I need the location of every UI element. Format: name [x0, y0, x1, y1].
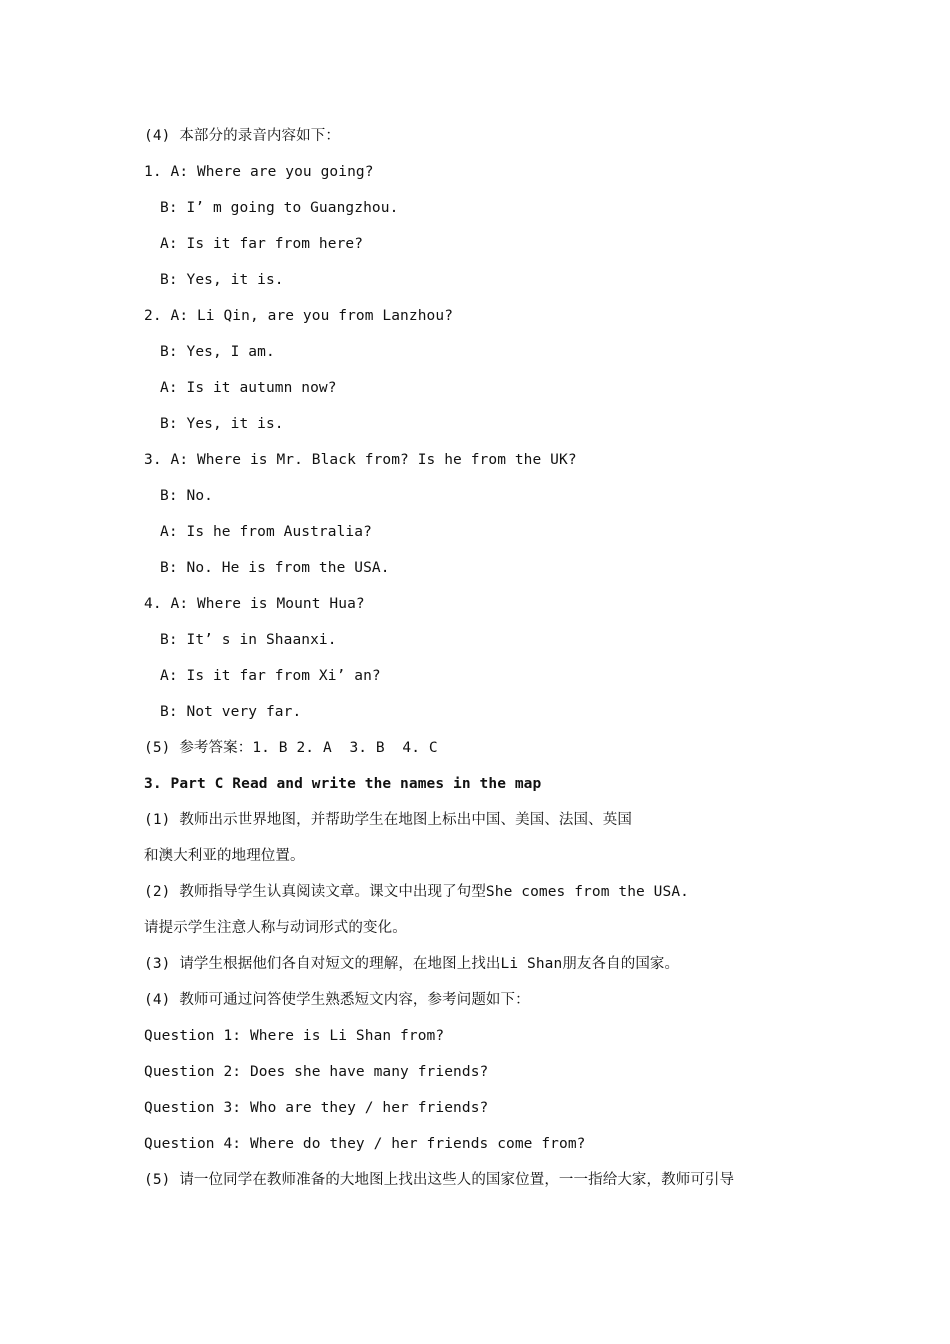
step-4: (4) 教师可通过问答使学生熟悉短文内容，参考问题如下：: [144, 992, 530, 1008]
part-c-heading: 3. Part C Read and write the names in the map: [144, 776, 542, 792]
step-1-line-2: 和澳大利亚的地理位置。: [144, 848, 305, 864]
dialogue-1-line-4: B: Yes, it is.: [160, 272, 284, 288]
step-2-line-2: 请提示学生注意人称与动词形式的变化。: [144, 920, 407, 936]
dialogue-4-line-4: B: Not very far.: [160, 704, 302, 720]
dialogue-3-line-3: A: Is he from Australia?: [160, 524, 372, 540]
step-3: (3) 请学生根据他们各自对短文的理解，在地图上找出Li Shan朋友各自的国家。: [144, 956, 680, 972]
dialogue-1-line-3: A: Is it far from here?: [160, 236, 364, 252]
question-1: Question 1: Where is Li Shan from?: [144, 1028, 445, 1044]
dialogue-3-line-1: 3. A: Where is Mr. Black from? Is he from the UK?: [144, 452, 577, 468]
dialogue-2-line-3: A: Is it autumn now?: [160, 380, 337, 396]
question-3: Question 3: Who are they / her friends?: [144, 1100, 489, 1116]
question-2: Question 2: Does she have many friends?: [144, 1064, 489, 1080]
question-4: Question 4: Where do they / her friends come from?: [144, 1136, 586, 1152]
dialogue-2-line-2: B: Yes, I am.: [160, 344, 275, 360]
dialogue-3-line-2: B: No.: [160, 488, 213, 504]
step-1-line-1: (1) 教师出示世界地图，并帮助学生在地图上标出中国、美国、法国、英国: [144, 812, 632, 828]
section-4-heading: (4) 本部分的录音内容如下：: [144, 128, 340, 144]
dialogue-1-line-1: 1. A: Where are you going?: [144, 164, 374, 180]
answer-key: (5) 参考答案：1. B 2. A 3. B 4. C: [144, 740, 438, 756]
dialogue-4-line-2: B: It’ s in Shaanxi.: [160, 632, 337, 648]
dialogue-3-line-4: B: No. He is from the USA.: [160, 560, 390, 576]
step-5: (5) 请一位同学在教师准备的大地图上找出这些人的国家位置，一一指给大家，教师可引导: [144, 1172, 735, 1188]
dialogue-1-line-2: B: I’ m going to Guangzhou.: [160, 200, 399, 216]
step-2-line-1: (2) 教师指导学生认真阅读文章。课文中出现了句型She comes from the USA.: [144, 884, 690, 900]
dialogue-4-line-1: 4. A: Where is Mount Hua?: [144, 596, 365, 612]
dialogue-2-line-1: 2. A: Li Qin, are you from Lanzhou?: [144, 308, 454, 324]
dialogue-4-line-3: A: Is it far from Xi’ an?: [160, 668, 381, 684]
dialogue-2-line-4: B: Yes, it is.: [160, 416, 284, 432]
